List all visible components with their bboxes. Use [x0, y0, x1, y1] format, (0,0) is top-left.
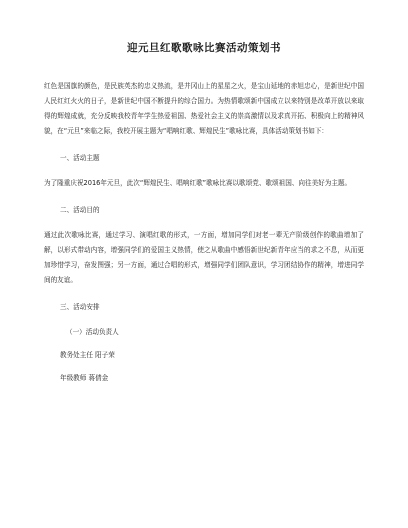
intro-paragraph: 红色是国旗的颜色，是民族英杰的忠义热流，是井冈山上的星星之火，是宝山延地的赤旭忠心，是新世纪中国人民红红火火的日子，是新世纪中国不断提升的综合国力。为热情歌颂新中国成立以来特别是改革开放以来取得的辉煌成就，充分反映我校青年学生热爱祖国、热爱社会主义的崇高激情以及求真开拓、积极向上的精神风貌，在“元旦”来临之际，我校开展主题为“唱响红歌、辉煌民生”歌咏比赛，具体活动策划书如下：	[44, 82, 364, 135]
section-heading-theme: 一、活动主题	[60, 154, 100, 162]
document-title: 迎元旦红歌歌咏比赛活动策划书	[127, 42, 281, 54]
section-heading-purpose: 二、活动目的	[60, 206, 100, 214]
section-body-theme: 为了隆重庆祝2016年元旦，此次“辉煌民生、唱响红歌”歌咏比赛以歌颂党、歌颂祖国、向往美好为主题。	[44, 179, 352, 187]
leader-line: 年级教师 蒋倩金	[60, 374, 109, 382]
subsection-heading-leaders: （一）活动负责人	[66, 328, 119, 336]
leader-line: 教务处主任 阳子荣	[60, 351, 115, 359]
section-body-purpose: 通过此次歌咏比赛，通过学习、演唱红歌的形式，一方面，增加同学们对老一辈无产阶级创作的歌曲增加了解，以形式带动内容，增强同学们的爱国主义热情，使之从歌曲中感悟新世纪新青年应当的求之不息，从而更加珍惜学习，奋发图强；另一方面，通过合唱的形式，增强同学们团队意识，学习团结协作的精神，增进同学间的友谊。	[44, 231, 364, 284]
section-heading-arrangement: 三、活动安排	[60, 303, 100, 311]
